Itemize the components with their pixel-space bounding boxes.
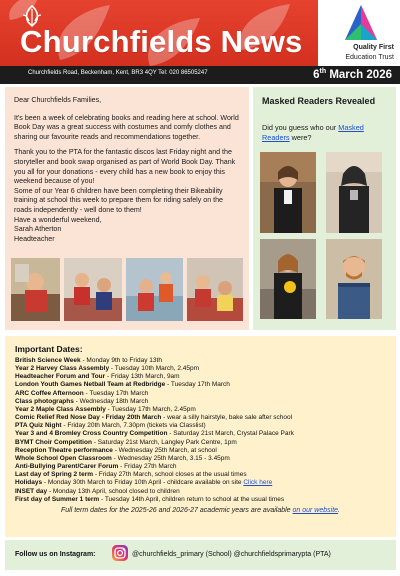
letter-signature-name: Sarah Atherton <box>14 225 62 234</box>
date-detail: - Friday 13th March, 9am <box>105 373 180 381</box>
date-detail: - Tuesday 17th March, 2.45pm <box>105 405 196 413</box>
date-detail: - Monday 9th to Friday 13th <box>80 357 162 364</box>
instagram-footer <box>5 540 396 570</box>
school-address: Churchfields Road, Beckenham, Kent, BR3 4QY Tel: 020 86505247 <box>28 70 208 76</box>
date-event: First day of Summer 1 term <box>15 495 100 503</box>
address-strip <box>0 66 400 84</box>
date-suffix: th <box>319 68 327 75</box>
holiday-childcare-link[interactable]: Click here <box>243 479 273 487</box>
date-detail: - Saturday 21st March, Langley Park Centre, 1pm <box>91 438 237 446</box>
date-item <box>15 398 386 406</box>
date-item <box>15 463 386 471</box>
masked-reader-photo <box>260 152 316 233</box>
date-event: Year 3 and 4 Bromley Cross Country Competition <box>15 430 168 438</box>
date-item <box>15 496 386 504</box>
date-event: Year 2 Harvey Class Assembly <box>15 365 110 373</box>
date-day: 6 <box>313 68 320 81</box>
date-event: BYMT Choir Competition <box>15 438 92 446</box>
masked-readers-panel <box>253 87 396 330</box>
date-event: Holidays <box>15 479 43 487</box>
important-dates-list <box>15 357 386 504</box>
date-item <box>15 430 386 438</box>
issue-date <box>313 68 392 81</box>
date-event: Comic Relief Red Nose Day - Friday 20th March <box>15 414 162 422</box>
instagram-icon[interactable] <box>111 544 129 562</box>
trust-name-line1: Quality First <box>353 44 394 51</box>
term-dates-note <box>15 507 386 514</box>
date-event: Anti-Bullying Parent/Carer Forum <box>15 463 119 471</box>
important-dates-panel <box>5 336 396 537</box>
date-item <box>15 471 386 479</box>
date-item <box>15 455 386 463</box>
important-dates-heading: Important Dates: <box>15 344 83 354</box>
trust-logo <box>318 0 400 66</box>
photo <box>64 258 122 321</box>
date-event: ARC Coffee Afternoon <box>15 389 84 397</box>
masked-reader-photo <box>260 239 316 319</box>
date-event: INSET day <box>15 487 48 495</box>
term-dates-text: Full term dates for the 2025-26 and 2026-27 academic years are available <box>60 506 293 514</box>
masked-reader-photo <box>326 152 382 233</box>
date-item <box>15 406 386 414</box>
follow-label: Follow us on Instagram: <box>15 551 96 558</box>
instagram-handles[interactable]: @churchfields_primary (School) @churchfieldsprimarypta (PTA) <box>132 551 331 558</box>
photo <box>11 258 60 321</box>
date-event: London Youth Games Netball Team at Redbridge <box>15 381 166 389</box>
letter-greeting: Dear Churchfields Families, <box>14 96 102 104</box>
date-detail: - Friday 27th March, school closes at the usual times <box>93 471 247 479</box>
trust-name-line2: Education Trust <box>345 54 394 61</box>
masked-reader-photo <box>326 239 382 319</box>
date-event: Headteacher Forum and Tour <box>15 373 106 381</box>
date-detail: - Monday 30th March to Friday 10th April - childcare available on site <box>42 479 244 487</box>
date-item <box>15 365 386 373</box>
date-event: Reception Theatre performance <box>15 446 113 454</box>
term-dates-end: . <box>338 506 340 514</box>
photo <box>126 258 183 321</box>
date-item <box>15 390 386 398</box>
date-event: Year 2 Maple Class Assembly <box>15 405 106 413</box>
photo <box>187 258 243 321</box>
date-detail: - Friday 27th March <box>118 463 177 471</box>
date-detail: - wear a silly hairstyle, bake sale after school <box>161 414 293 422</box>
date-item <box>15 381 386 389</box>
date-detail: - Monday 13th April, school closed to children <box>47 487 180 495</box>
masked-readers-heading: Masked Readers Revealed <box>262 96 376 106</box>
date-detail: - Wednesday 18th March <box>73 397 149 405</box>
date-item <box>15 439 386 447</box>
letter-paragraph: Some of our Year 6 children have been completing their Bikeability training at school this week to prepare them for riding safely on the roads independently - well done to them! <box>14 186 223 214</box>
date-detail: - Tuesday 10th March, 2.45pm <box>109 365 200 373</box>
letter-signoff: Have a wonderful weekend, <box>14 215 102 224</box>
masked-readers-question <box>262 123 396 142</box>
date-event: Last day of Spring 2 term <box>15 471 94 479</box>
letter-paragraph: It's been a week of celebrating books and reading here at school. World Book Day was a great success with costumes and comfy clothes and sharing our favourite reads and recommendations together. <box>14 113 239 141</box>
date-item <box>15 373 386 381</box>
date-detail: - Tuesday 17th March <box>83 389 149 397</box>
question-text-end: were? <box>289 132 312 142</box>
date-detail: - Friday 20th March, 7.30pm (tickets via Classlist) <box>61 422 206 430</box>
date-detail: - Wednesday 25th March, 3.15 - 3.45pm <box>111 454 230 462</box>
date-item <box>15 447 386 455</box>
headteacher-letter <box>5 87 249 330</box>
date-event: PTA Quiz Night <box>15 422 62 430</box>
masked-readers-link[interactable]: Masked Readers <box>262 123 364 142</box>
letter-paragraph: Thank you to the PTA for the fantastic discos last Friday night and the storyteller and book swap organised as part of World Book Day. Thank you all for your donations - every child has a new book to enjoy this weekend because of you! <box>14 148 236 186</box>
date-detail: - Tuesday 17th March <box>165 381 230 389</box>
question-text: Did you guess who our <box>262 123 339 132</box>
date-event: Whole School Open Classroom <box>15 454 112 462</box>
website-link[interactable]: on our website <box>292 506 339 514</box>
date-detail: - Saturday 21st March, Crystal Palace Park <box>167 430 294 438</box>
newsletter-header <box>0 0 400 66</box>
date-event: Class photographs <box>15 397 74 405</box>
world-book-day-photos <box>11 258 243 321</box>
date-item <box>15 488 386 496</box>
masthead-title: Churchfields News <box>20 24 303 59</box>
date-month-year: March 2026 <box>326 68 392 81</box>
date-event: British Science Week <box>15 357 81 364</box>
date-item <box>15 479 386 487</box>
triangle-logo-icon <box>344 4 378 42</box>
date-item <box>15 422 386 430</box>
date-item <box>15 414 386 422</box>
date-item <box>15 357 386 365</box>
date-detail: - Wednesday 25th March, at school <box>112 446 217 454</box>
date-detail: - Tuesday 14th April, children return to school at the usual times <box>99 495 285 503</box>
letter-signature-role: Headteacher <box>14 234 55 243</box>
